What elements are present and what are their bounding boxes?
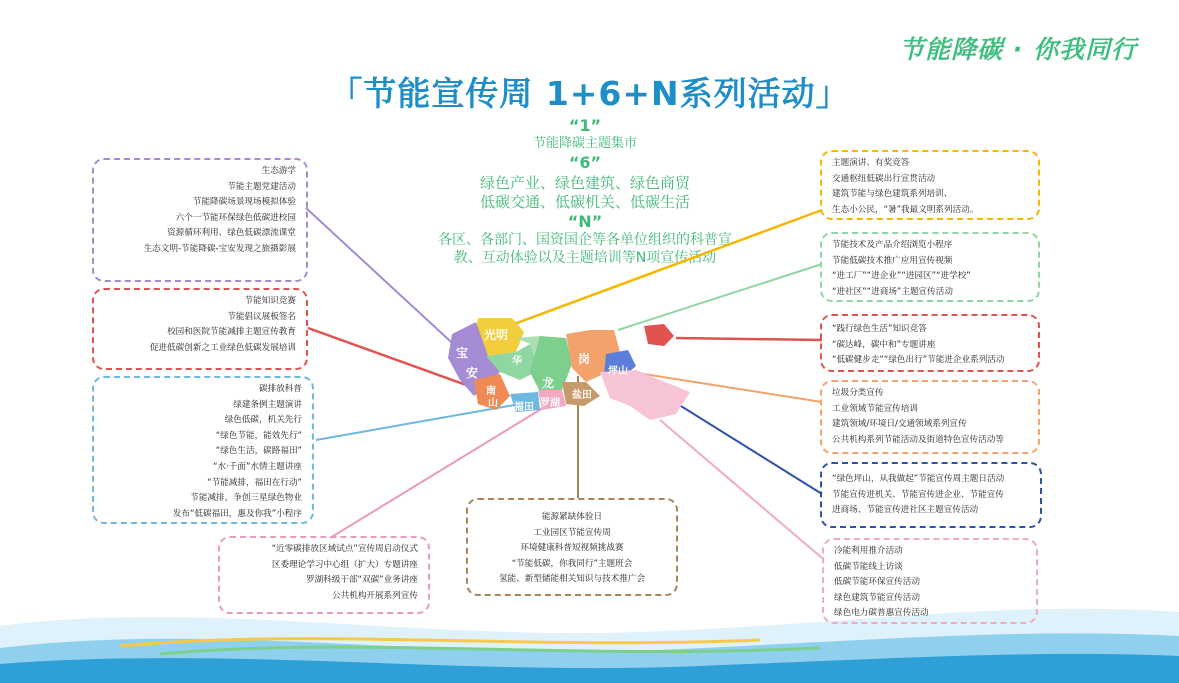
box-lightblue-item: “节能减排，福田在行动” <box>207 477 302 488</box>
box-red-right-item: “低碳健步走”“绿色出行”节能进企业系列活动 <box>832 355 1005 366</box>
box-lightblue-item: 绿建条例主题演讲 <box>233 399 302 410</box>
box-lightblue <box>92 376 314 524</box>
box-lightpink-item: 低碳节能环保宣传活动 <box>834 577 920 588</box>
label-1: “1” <box>568 116 602 135</box>
box-red-right-item: “践行绿色生活”知识竞答 <box>832 324 927 334</box>
box-lightblue-item: “绿色节能，能效先行” <box>215 430 302 441</box>
box-orange-item: 垃圾分类宣传 <box>832 388 884 398</box>
map-label-baoan-1: 宝 <box>456 346 469 360</box>
map-label-futian: 福田 <box>514 402 534 413</box>
box-lightblue-item: 绿色低碳，机关先行 <box>224 415 302 426</box>
box-purple-item: 资源循环利用、绿色低碳漂流课堂 <box>167 228 296 239</box>
box-purple-item: 节能降碳场景现场模拟体验 <box>192 197 296 208</box>
box-red <box>92 288 308 370</box>
box-navy-item: 进商场、节能宣传进社区主题宣传活动 <box>832 505 979 516</box>
map-label-baoan-2: 安 <box>466 366 479 380</box>
text-n-line1: 各区、各部门、国资国企等各单位组织的科普宣 <box>438 232 732 249</box>
label-6: “6” <box>568 153 602 173</box>
box-yellow-item: 建筑节能与绿色建筑系列培训、 <box>832 189 953 200</box>
box-lightblue-item: 节能减排，争创三星绿色物业 <box>190 493 302 504</box>
box-lightblue-item: 发布“低碳福田，惠及你我”小程序 <box>172 508 302 519</box>
box-red-item: 校园和医院节能减排主题宣传教育 <box>167 327 296 338</box>
box-lightpink-item: 冷能利用推介活动 <box>834 546 903 556</box>
box-yellow-item: 主题演讲、有奖竞答 <box>832 158 910 168</box>
box-orange-item: 公共机构系列节能活动及街道特色宣传活动等 <box>832 434 1004 445</box>
map-label-guangming: 光明 <box>484 328 509 342</box>
map-label-luohu: 罗湖 <box>540 398 560 409</box>
box-brown-item: 工业园区节能宣传周 <box>533 527 611 538</box>
district-shenshan <box>644 324 674 346</box>
box-orange-item: 建筑领域/环境日/交通领域系列宣传 <box>832 419 967 430</box>
brand-slogan: 节能降碳 · 你我同行 <box>899 35 1137 64</box>
connector-purple <box>306 208 462 352</box>
box-brown-item: “节能低碳，你我同行”主题班会 <box>511 558 633 569</box>
map-label-gang: 岗 <box>578 352 591 366</box>
box-brown <box>466 498 678 596</box>
map-label-pingshan: 坪山 <box>608 366 628 377</box>
box-pink-item: “近零碳排放区域试点”宣传周启动仪式 <box>271 544 418 554</box>
text-6-line1: 绿色产业、绿色建筑、绿色商贸 <box>479 173 690 192</box>
connector-red-right <box>676 338 822 340</box>
box-lightpink-item: 绿色电力碳普惠宣传活动 <box>834 608 929 619</box>
connector-lightpink <box>660 420 822 558</box>
label-n: “N” <box>567 211 603 231</box>
box-lightblue-item: “绿色生活，碳路福田” <box>215 446 302 457</box>
box-purple <box>92 158 308 282</box>
box-lightpink-item: 低碳节能线上访谈 <box>834 561 903 572</box>
box-yellow <box>820 150 1040 220</box>
connector-lightblue <box>316 404 520 440</box>
box-lightgreen-item: “进社区”“进商场”主题宣传活动 <box>832 286 953 297</box>
district-dapeng <box>600 370 690 420</box>
box-purple-item: 生态文明-节能降碳-宝安发现之旅摄影展 <box>143 243 296 254</box>
box-purple-item: 生态游学 <box>261 166 296 176</box>
box-yellow-item: 交通枢纽低碳出行宣贯活动 <box>832 173 936 184</box>
box-lightgreen <box>820 232 1040 302</box>
box-purple-item: 节能主题党建活动 <box>227 181 296 192</box>
text-n-line2: 教、互动体验以及主题培训等N项宣传活动 <box>453 250 717 267</box>
box-lightblue-item: 碳排放科普 <box>259 384 302 394</box>
map-label-longhua: 华 <box>512 356 522 367</box>
box-navy <box>820 462 1042 528</box>
box-lightpink <box>822 538 1038 624</box>
box-red-right-item: “碳达峰，碳中和”专题讲座 <box>832 339 936 350</box>
box-pink <box>218 536 430 614</box>
box-red-item: 节能倡议展板签名 <box>227 311 296 322</box>
text-6-line2: 低碳交通、低碳机关、低碳生活 <box>479 192 690 211</box>
map-label-longgang: 龙 <box>542 376 555 390</box>
box-orange-item: 工业领域节能宣传培训 <box>832 403 918 414</box>
box-pink-item: 公共机构开展系列宣传 <box>332 590 418 601</box>
box-lightgreen-item: “进工厂”“进企业”“进园区”“进学校” <box>832 271 971 282</box>
box-red-item: 节能知识竞赛 <box>244 296 296 306</box>
box-pink-item: 罗湖科级干部“双碳”业务讲座 <box>305 575 418 586</box>
map-label-nanshan-1: 南 <box>486 386 496 397</box>
box-pink-item: 区委理论学习中心组（扩大）专题讲座 <box>271 559 418 570</box>
page-title: 「节能宣传周 1+6+N系列活动」 <box>329 74 850 113</box>
text-1: 节能降碳主题集市 <box>532 136 637 152</box>
box-lightgreen-item: 节能低碳技术推广应用宣传视频 <box>832 255 953 266</box>
box-brown-item: 环境健康科普短视频挑战赛 <box>520 543 624 554</box>
box-brown-item: 氢能、新型储能相关知识与技术推广会 <box>498 574 646 585</box>
box-brown-item: 能源紧缺体验日 <box>541 512 603 522</box>
box-lightgreen-item: 节能技术及产品介绍浏览小程序 <box>832 240 953 250</box>
map-label-yantian: 盐田 <box>572 390 592 401</box>
box-lightblue-item: “水·千面”水情主题讲座 <box>213 461 302 472</box>
box-navy-item: 节能宣传进机关、节能宣传进企业、节能宣传 <box>832 489 1004 500</box>
box-red-item: 促进低碳创新之工业绿色低碳发展培训 <box>149 342 296 353</box>
box-lightpink-item: 绿色建筑节能宣传活动 <box>834 592 920 603</box>
box-orange <box>820 380 1040 454</box>
box-purple-item: 六个一节能环保绿色低碳进校园 <box>175 212 296 223</box>
box-yellow-item: 生态小公民，“暑”我最文明系列活动。 <box>832 204 979 215</box>
connector-yellow <box>498 210 822 330</box>
box-red-right <box>820 314 1040 372</box>
map-label-nanshan-2: 山 <box>488 398 498 409</box>
box-navy-item: “绿色坪山，从我做起”节能宣传周主题日活动 <box>832 474 1005 484</box>
